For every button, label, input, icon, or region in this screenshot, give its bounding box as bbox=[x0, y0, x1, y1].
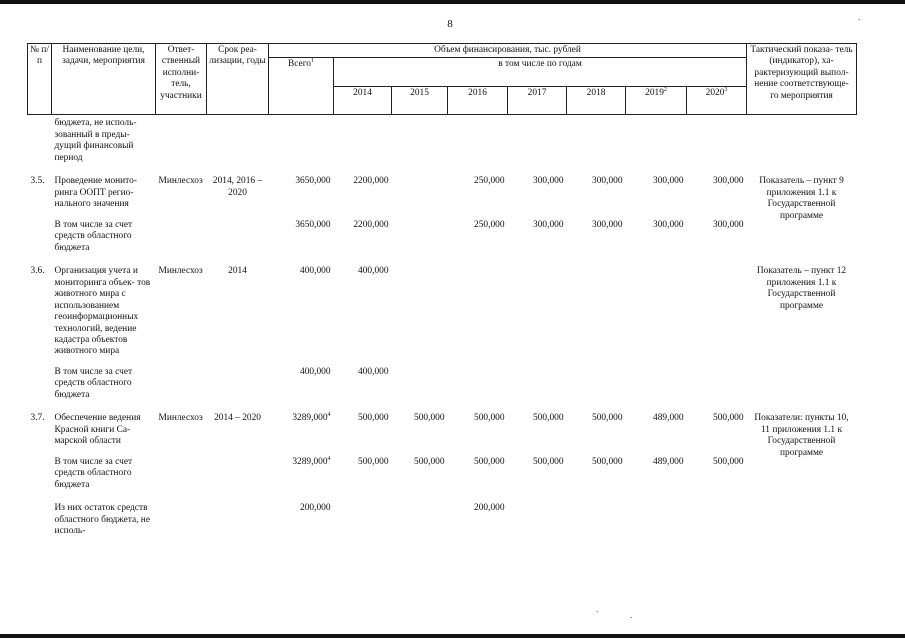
cell-2015 bbox=[392, 176, 448, 210]
row-number: 3.6. bbox=[30, 266, 45, 277]
row-term: 2014 bbox=[228, 266, 247, 277]
cell-2018: 500,000 bbox=[592, 456, 623, 467]
row-name: В том числе за счет средств областного бюджета bbox=[54, 219, 133, 253]
col-header-indicator: Тактический показа- тель (индикатор), ха- рактеризующий выпол- нение соответствующе- го мероприятия bbox=[747, 44, 857, 115]
row-indicator: Показатели: пункты 10, 11 приложения 1.1 к Государственной программе bbox=[754, 413, 849, 458]
cell-2019: 489,000 bbox=[653, 413, 684, 424]
cell-2015: 500,000 bbox=[414, 456, 445, 467]
financing-table bbox=[27, 43, 857, 538]
cell-2014: 500,000 bbox=[358, 413, 389, 424]
row-number: 3.5. bbox=[30, 176, 45, 187]
table-row bbox=[28, 448, 857, 491]
cell-2019: 300,000 bbox=[653, 176, 684, 187]
cell-2014: 2200,000 bbox=[353, 176, 389, 187]
cell-2019: 489,000 bbox=[653, 456, 684, 467]
row-responsible: Минлесхоз bbox=[158, 413, 203, 424]
cell-2018: 300,000 bbox=[592, 176, 623, 187]
cell-2015: 500,000 bbox=[414, 413, 445, 424]
row-name: В том числе за счет средств областного бюджета bbox=[54, 456, 133, 490]
cell-2014: 400,000 bbox=[358, 366, 389, 377]
col-header-name: Наименование цели, задачи, мероприятия bbox=[52, 44, 156, 115]
cell-2016: 250,000 bbox=[474, 176, 505, 187]
cell-2017: 300,000 bbox=[533, 176, 564, 187]
cell-2020: 300,000 bbox=[713, 176, 744, 187]
row-name: Из них остаток средств областного бюджета, не исполь- bbox=[54, 503, 150, 537]
page-top-border bbox=[0, 0, 905, 4]
col-header-year: 2019$^2$ bbox=[626, 86, 687, 115]
col-header-year: 2017 bbox=[508, 86, 567, 115]
cell-2018: 300,000 bbox=[592, 219, 623, 230]
scan-speck: . bbox=[630, 610, 633, 620]
row-responsible: Минлесхоз bbox=[158, 266, 203, 277]
cell-2019: 300,000 bbox=[653, 219, 684, 230]
table-row bbox=[28, 503, 857, 537]
row-total: 3289,000$^4$ bbox=[292, 412, 331, 424]
row-total: 400,000 bbox=[300, 366, 331, 377]
table-row bbox=[28, 211, 857, 254]
table-row bbox=[28, 413, 857, 447]
row-total: 400,000 bbox=[300, 266, 331, 277]
cell-2014: 500,000 bbox=[358, 456, 389, 467]
row-name: Проведение монито- ринга ООПТ регио- нального значения bbox=[54, 176, 137, 210]
col-header-funding: Объем финансирования, тыс. рублей bbox=[269, 44, 747, 58]
cell-2018: 500,000 bbox=[592, 413, 623, 424]
row-responsible: Минлесхоз bbox=[158, 176, 203, 187]
page-bottom-border bbox=[0, 634, 905, 638]
col-header-total: Всего$^1$ bbox=[269, 58, 334, 115]
col-header-by-years: в том числе по годам bbox=[334, 58, 747, 87]
col-header-term: Срок реа- лизации, годы bbox=[207, 44, 269, 115]
cell-2014: 400,000 bbox=[358, 266, 389, 277]
row-number: 3.7. bbox=[30, 413, 45, 424]
cell-2017: 300,000 bbox=[533, 219, 564, 230]
cell-2016: 200,000 bbox=[474, 503, 505, 514]
row-total: 3650,000 bbox=[295, 219, 331, 230]
row-term: 2014, 2016 – 2020 bbox=[212, 176, 263, 198]
table-row bbox=[28, 358, 857, 401]
cell-2016: 250,000 bbox=[474, 219, 505, 230]
scan-speck: . bbox=[858, 12, 861, 22]
row-total: 3289,000$^4$ bbox=[292, 455, 331, 467]
row-indicator: Показатель – пункт 12 приложения 1.1 к Государственной программе bbox=[756, 266, 847, 311]
row-name: Организация учета и мониторинга объек- тов животного мира с использованием геоинформационных технологий, ведение кадастра объектов животного мира bbox=[54, 266, 151, 357]
col-header-year: 2020$^3$ bbox=[687, 86, 747, 115]
scan-speck: . bbox=[596, 604, 599, 614]
row-term: 2014 – 2020 bbox=[214, 413, 261, 424]
cell-2020: 500,000 bbox=[713, 456, 744, 467]
cell-2017: 500,000 bbox=[533, 456, 564, 467]
col-header-year: 2016 bbox=[448, 86, 508, 115]
col-header-year: 2014 bbox=[334, 86, 392, 115]
cell-2014: 2200,000 bbox=[353, 219, 389, 230]
row-name: В том числе за счет средств областного бюджета bbox=[54, 366, 133, 400]
table-row bbox=[28, 115, 857, 164]
col-header-year: 2018 bbox=[567, 86, 626, 115]
row-indicator: Показатель – пункт 9 приложения 1.1 к Государственной программе bbox=[759, 176, 844, 221]
col-header-year: 2015 bbox=[392, 86, 448, 115]
cell-2017: 500,000 bbox=[533, 413, 564, 424]
row-name: бюджета, не исполь- зованный в преды- дущий финансовый период bbox=[54, 118, 137, 163]
row-total: 3650,000 bbox=[295, 176, 331, 187]
cell-2016: 500,000 bbox=[474, 456, 505, 467]
cell-2020: 500,000 bbox=[713, 413, 744, 424]
cell-2015 bbox=[392, 211, 448, 254]
table-row bbox=[28, 266, 857, 358]
row-name: Обеспечение ведения Красной книги Са- марской области bbox=[54, 413, 141, 447]
row-total: 200,000 bbox=[300, 503, 331, 514]
page-number: 8 bbox=[447, 18, 453, 30]
cell-2020: 300,000 bbox=[713, 219, 744, 230]
table-row bbox=[28, 176, 857, 210]
col-header-num: № п/п bbox=[28, 44, 52, 115]
col-header-resp: Ответ- ственный исполни- тель, участники bbox=[156, 44, 207, 115]
cell-2016: 500,000 bbox=[474, 413, 505, 424]
